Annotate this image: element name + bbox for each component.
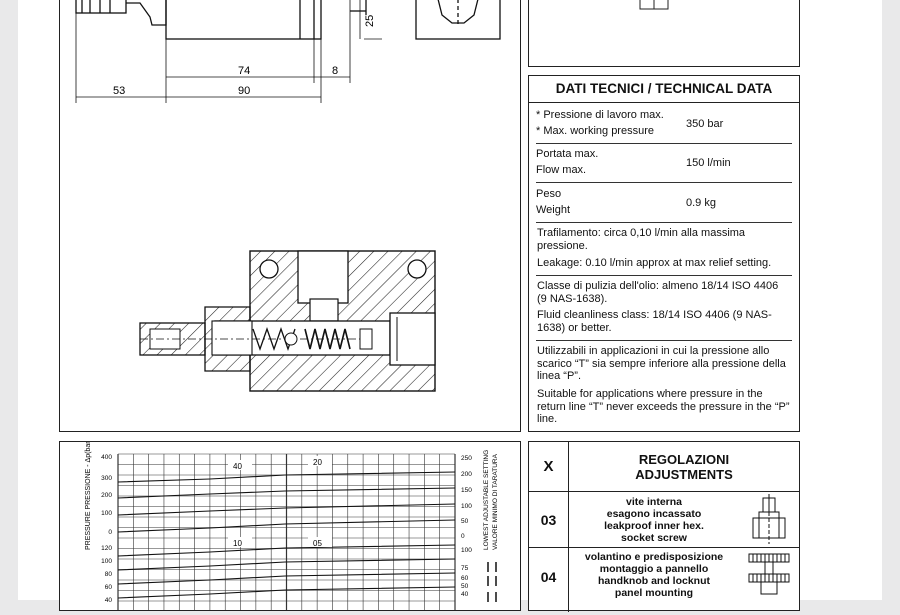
y-axis-label: PRESSURE PRESSIONE - Δp(bar) [85,442,92,550]
leakage-en: Leakage: 0.10 l/min approx at max relief setting. [537,257,772,269]
side-view [76,0,500,39]
desc-line: panel mounting [614,587,694,599]
divider [536,340,792,341]
setting-markers [488,562,496,602]
pressure-chart [60,442,520,610]
divider [536,275,792,276]
adj-header-x [529,442,569,492]
desc-line: volantino e predisposizione [584,551,724,563]
curve-label-05: 05 [313,539,322,548]
tech-label-en: * Max. working pressure [536,125,654,137]
right-tick-label: 50 [461,583,469,590]
y-tick-label: 40 [104,597,112,604]
curve-label-10: 10 [233,539,242,548]
adj-code-03 [529,492,569,548]
hydraulic-symbol [529,0,799,66]
tech-row-flow [536,147,792,179]
tech-label-it: * Pressione di lavoro max. [536,109,664,121]
adj-header-title [569,442,799,492]
usage-it: Utilizzabili in applicazioni in cui la pressione allo scarico “T” sia sempre inferiore alla pressione della linea “P”. [537,345,786,382]
right-tick-label: 60 [461,575,469,582]
y-tick-label: 100 [101,510,112,517]
chart-panel [59,441,521,611]
right-tick-label: 100 [461,547,472,554]
y-tick-label: 0 [108,529,112,536]
tech-row-pressure [536,108,792,140]
socket-screw-icon [739,492,799,547]
dim-25: 25 [364,14,376,27]
divider [536,182,792,183]
right-axis-label-1: LOWEST ADJUSTABLE SETTING [483,449,490,550]
y-tick-label: 200 [101,492,112,499]
symbol-panel [528,0,800,67]
right-tick-label: 200 [461,471,472,478]
desc-line: vite interna [625,496,683,508]
desc-line: socket screw [621,532,687,544]
dim-74: 74 [238,65,251,77]
dim-90: 90 [238,85,251,97]
datasheet-page [18,0,882,604]
adj-desc-03 [569,492,739,548]
tech-data-title: DATI TECNICI / TECHNICAL DATA [529,76,799,103]
desc-line: esagono incassato [606,508,702,520]
title-en: ADJUSTMENTS [635,467,733,482]
tech-label-it: Peso [536,188,562,200]
y-tick-label: 100 [101,558,112,565]
right-tick-label: 40 [461,591,469,598]
tech-label-it: Portata max. [536,148,599,160]
desc-line: montaggio a pannello [599,563,709,575]
right-tick-label: 100 [461,503,472,510]
tech-label-en: Weight [536,204,571,216]
x-label: X [543,458,554,475]
tech-label-en: Flow max. [536,164,587,176]
adj-icon-04 [739,548,799,612]
right-tick-label: 0 [461,533,465,540]
tech-value: 0.9 kg [686,197,716,209]
tech-data-panel [528,75,800,432]
y-tick-label: 60 [104,584,112,591]
y-tick-label: 80 [104,571,112,578]
code: 03 [540,512,557,528]
divider [536,143,792,144]
cleanliness-en: Fluid cleanliness class: 18/14 ISO 4406 (9 NAS-1638) or better. [537,309,772,334]
handknob-icon [739,548,799,603]
curve-label-40: 40 [233,462,242,471]
code: 04 [540,569,557,585]
curve-label-20: 20 [313,458,322,467]
right-axis-label-2: VALORE MINIMO DI TARATURA [492,454,499,550]
adj-icon-03 [739,492,799,548]
right-tick-label: 250 [461,455,472,462]
right-tick-label: 75 [461,565,469,572]
adj-desc-04 [569,548,739,612]
chart-grid [118,454,455,610]
cleanliness-it: Classe di pulizia dell'olio: almeno 18/14 ISO 4406 (9 NAS-1638). [537,280,779,305]
dim-8: 8 [332,65,339,77]
cross-section [140,251,435,391]
tech-value: 350 bar [686,118,724,130]
adjustments-panel [528,441,800,611]
y-tick-label: 120 [101,545,112,552]
desc-line: leakproof inner hex. [604,520,704,532]
divider [536,222,792,223]
title-it: REGOLAZIONI [638,452,730,467]
leakage-it: Trafilamento: circa 0,10 l/min alla massima pressione. [537,227,746,252]
tech-row-weight [536,187,792,219]
right-tick-label: 150 [461,487,472,494]
y-tick-label: 400 [101,454,112,461]
y-tick-label: 300 [101,475,112,482]
usage-en: Suitable for applications where pressure in the return line “T” never exceeds the pressure in the “P” line. [537,388,790,425]
drawing-panel [59,0,521,432]
dim-53: 53 [113,85,126,97]
tech-value: 150 l/min [686,157,731,169]
desc-line: handknob and locknut [598,575,710,587]
right-tick-label: 50 [461,518,469,525]
adj-code-04 [529,548,569,612]
valve-drawing [60,0,520,431]
